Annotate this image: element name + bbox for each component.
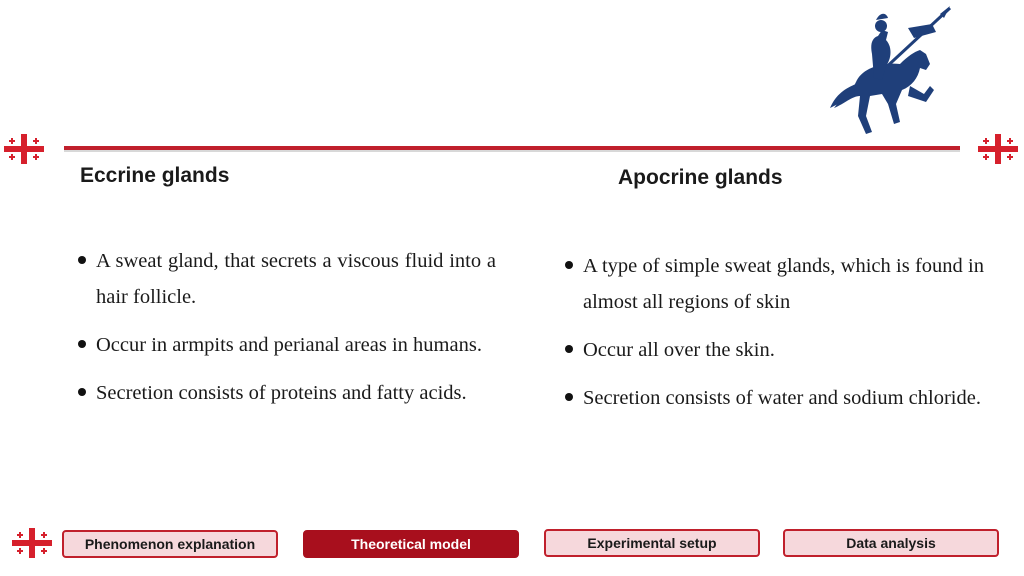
knight-logo [826,4,956,144]
list-item: Occur in armpits and perianal areas in humans. [78,327,496,363]
list-item: Secretion consists of water and sodium chloride. [565,380,984,416]
flag-icon-left [4,134,44,164]
list-item: Occur all over the skin. [565,332,984,368]
apocrine-list [565,248,984,428]
list-item: A sweat gland, that secrets a viscous fluid into a hair follicle. [78,243,496,315]
apocrine-title: Apocrine glands [618,166,783,189]
phenomenon-explanation-button[interactable]: Phenomenon explanation [62,530,278,558]
experimental-setup-button[interactable]: Experimental setup [544,529,760,557]
list-item: A type of simple sweat glands, which is found in almost all regions of skin [565,248,984,320]
flag-icon-right [978,134,1018,164]
flag-icon-bottom [12,528,52,558]
theoretical-model-button[interactable]: Theoretical model [303,530,519,558]
list-item: Secretion consists of proteins and fatty acids. [78,375,496,411]
data-analysis-button[interactable]: Data analysis [783,529,999,557]
header-divider-shadow [64,150,960,152]
eccrine-list [78,243,496,423]
eccrine-title: Eccrine glands [80,164,230,187]
